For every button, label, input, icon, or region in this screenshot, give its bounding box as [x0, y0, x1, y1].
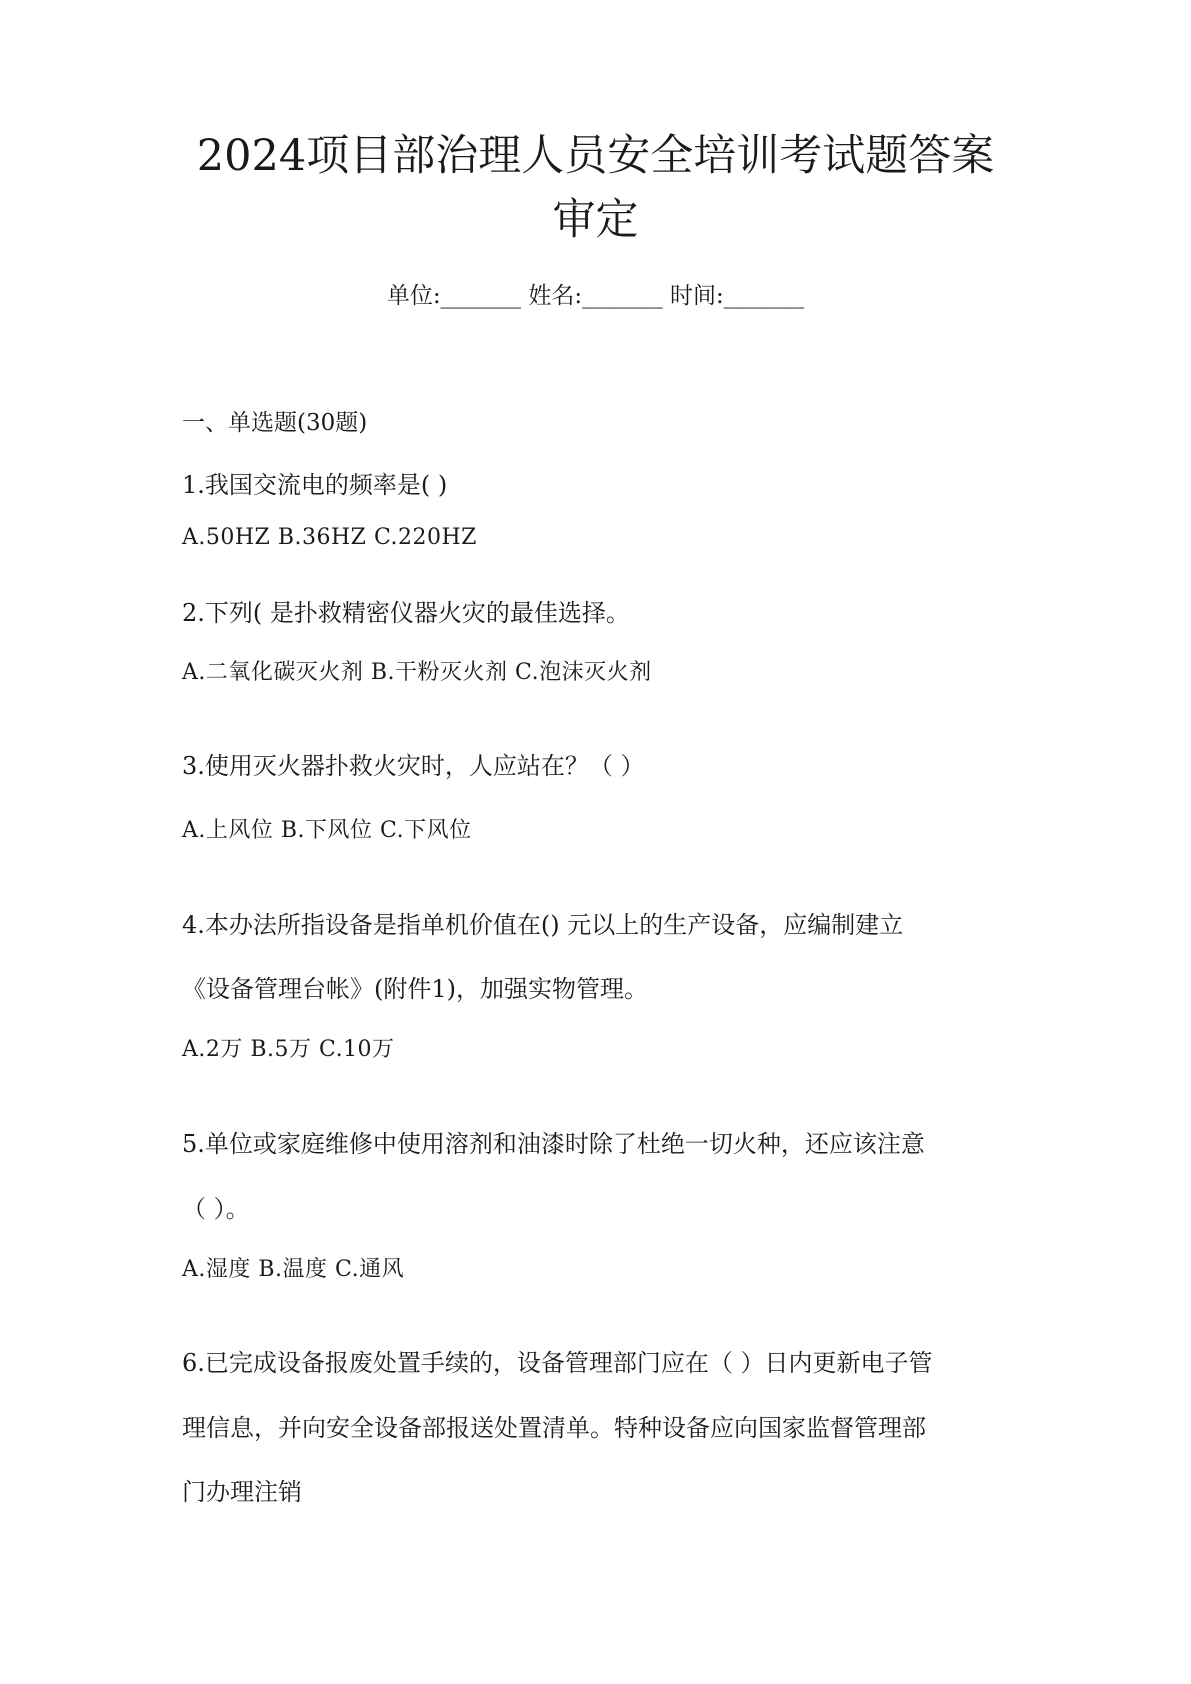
- time-field: 时间:_______: [669, 283, 805, 309]
- question-3-options: A.上风位 B.下风位 C.下风位: [182, 818, 472, 843]
- document-title-line-2: 审定: [552, 195, 639, 245]
- question-4-options: A.2万 B.5万 C.10万: [182, 1037, 395, 1062]
- name-field: 姓名:_______: [528, 283, 663, 309]
- question-1-text: 1.我国交流电的频率是( ): [182, 471, 448, 499]
- question-6-text-line-2: 理信息，并向安全设备部报送处置清单。特种设备应向国家监督管理部: [182, 1414, 926, 1442]
- question-2-options: A.二氧化碳灭火剂 B.干粉灭火剂 C.泡沫灭火剂: [182, 660, 652, 685]
- question-6-text-line-3: 门办理注销: [182, 1478, 302, 1506]
- question-5-text-line-1: 5.单位或家庭维修中使用溶剂和油漆时除了杜绝一切火种，还应该注意: [182, 1130, 925, 1158]
- question-4-text-line-2: 《设备管理台帐》(附件1)，加强实物管理。: [182, 975, 648, 1003]
- question-3-text: 3.使用灭火器扑救火灾时，人应站在？（ ）: [182, 752, 645, 780]
- question-5-text-line-2: （ ）。: [182, 1195, 250, 1223]
- document-title-line-1: 2024项目部治理人员安全培训考试题答案: [196, 131, 995, 181]
- question-2-text: 2.下列( 是扑救精密仪器火灾的最佳选择。: [182, 599, 630, 627]
- question-5-options: A.湿度 B.温度 C.通风: [182, 1257, 405, 1282]
- question-4-text-line-1: 4.本办法所指设备是指单机价值在() 元以上的生产设备，应编制建立: [182, 911, 904, 939]
- question-1-options: A.50HZ B.36HZ C.220HZ: [182, 525, 477, 550]
- header-fields: [0, 279, 1191, 313]
- question-6-text-line-1: 6.已完成设备报废处置手续的，设备管理部门应在（ ）日内更新电子管: [182, 1349, 933, 1377]
- section-heading: 一、单选题(30题): [182, 410, 368, 436]
- unit-field: 单位:_______: [386, 283, 522, 309]
